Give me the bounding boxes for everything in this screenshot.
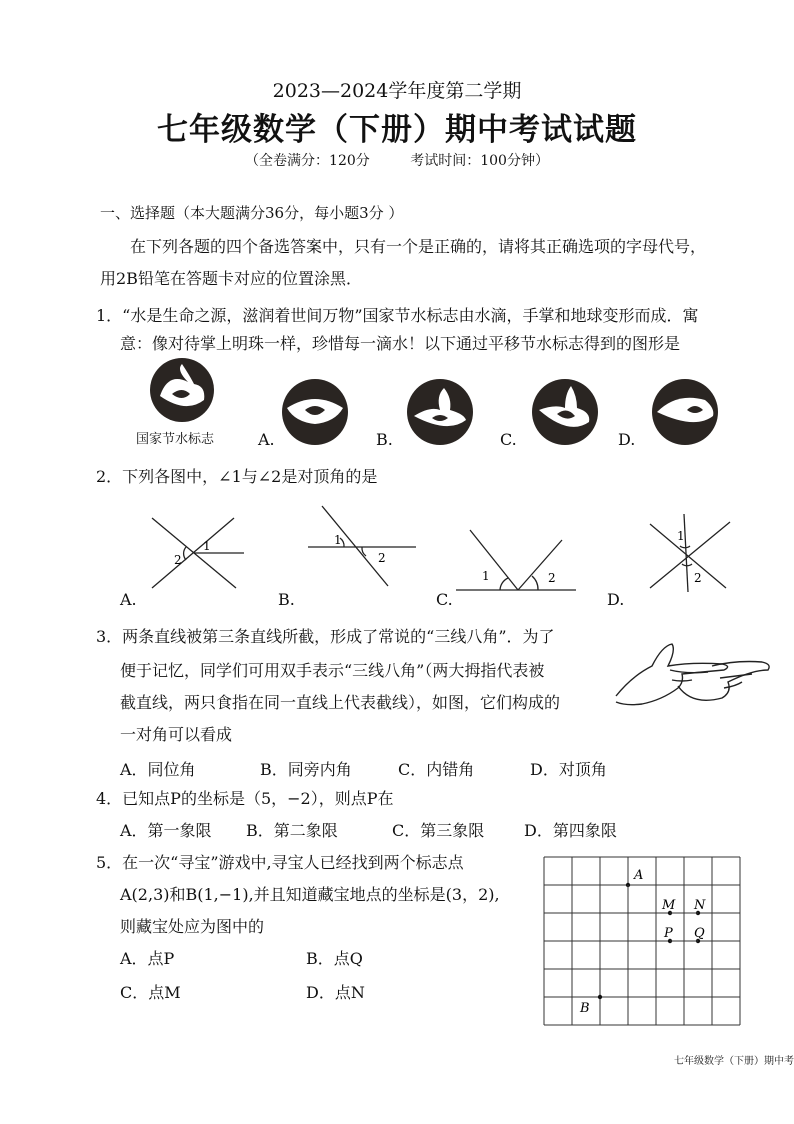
section-heading: 一、选择题（本大题满分36分，每小题3分 ）: [100, 204, 404, 222]
q2-b-angle2: 2: [378, 551, 386, 565]
q3-text-2: 便于记忆，同学们可用双手表示“三线八角”（两大拇指代表被: [120, 661, 545, 680]
q2-option-a: A.: [120, 590, 137, 609]
q5-option-c: C．点M: [120, 983, 181, 1002]
q1-option-d: D.: [618, 430, 636, 449]
q2-figure-c: [456, 530, 576, 590]
q5-option-d: D．点N: [306, 983, 365, 1002]
q1-figures: [130, 360, 730, 450]
q5-text-1: 5．在一次“寻宝”游戏中,寻宝人已经找到两个标志点: [96, 853, 464, 872]
grid-label-n: N: [694, 898, 706, 913]
q3-option-c: C．内错角: [398, 760, 475, 779]
q2-text: 2．下列各图中，∠1与∠2是对顶角的是: [96, 467, 378, 486]
q5-text-2: A(2,3)和B(1,−1),并且知道藏宝地点的坐标是(3，2),: [120, 885, 500, 904]
q1-text-2: 意：像对待掌上明珠一样，珍惜每一滴水！以下通过平移节水标志得到的图形是: [120, 334, 681, 353]
option-a-figure: [282, 379, 348, 445]
grid-label-a: A: [634, 868, 644, 883]
q1-text-1: 1．“水是生命之源，滋润着世间万物”国家节水标志由水滴，手掌和地球变形而成．寓: [96, 306, 699, 325]
q2-c-angle2: 2: [548, 571, 556, 585]
treasure-grid: [534, 857, 746, 1029]
q3-text-3: 截直线，两只食指在同一直线上代表截线），如图，它们构成的: [120, 693, 561, 712]
q2-option-b: B.: [278, 590, 295, 609]
grid-label-p: P: [664, 926, 673, 941]
logo-caption: 国家节水标志: [136, 432, 215, 447]
q3-option-b: B．同旁内角: [260, 760, 352, 779]
q1-option-a: A.: [258, 430, 275, 449]
q3-option-d: D．对顶角: [530, 760, 607, 779]
q4-text: 4．已知点P的坐标是（5，−2），则点P在: [96, 789, 394, 808]
option-c-figure: [532, 379, 598, 445]
hands-illustration: [612, 636, 772, 712]
q4-option-c: C．第三象限: [392, 821, 485, 840]
grid-label-q: Q: [694, 926, 705, 941]
page-footer: 七年级数学（下册）期中考: [674, 1056, 794, 1067]
section-intro-1: 在下列各题的四个备选答案中，只有一个是正确的，请将其正确选项的字母代号，: [130, 237, 707, 256]
q4-option-a: A．第一象限: [120, 821, 212, 840]
option-b-figure: [407, 379, 473, 445]
exam-year: 2023—2024学年度第二学期: [272, 80, 522, 102]
q3-text-1: 3．两条直线被第三条直线所截，形成了常说的“三线八角”．为了: [96, 627, 555, 646]
q2-figures: [0, 500, 794, 600]
q2-figure-a: [152, 518, 244, 588]
exam-info: [0, 150, 794, 170]
q5-option-a: A．点P: [120, 949, 175, 968]
water-saving-logo: [150, 358, 214, 422]
q2-figure-d: [650, 514, 730, 592]
q2-option-d: D.: [607, 590, 625, 609]
q2-a-angle2: 2: [174, 553, 182, 567]
q3-option-a: A．同位角: [120, 760, 196, 779]
q2-c-angle1: 1: [482, 569, 490, 583]
q2-option-c: C.: [436, 590, 453, 609]
option-d-figure: [652, 379, 718, 445]
grid-label-b: B: [580, 1001, 590, 1016]
full-score: （全卷满分：120分: [245, 153, 370, 169]
grid-label-m: M: [662, 898, 676, 913]
q5-text-3: 则藏宝处应为图中的: [120, 917, 265, 936]
q2-d-angle1: 1: [677, 529, 685, 543]
q1-option-c: C.: [500, 430, 517, 449]
exam-title: 七年级数学（下册）期中考试试题: [157, 112, 637, 148]
q2-b-angle1: 1: [334, 533, 342, 547]
section-intro-2: 用2B铅笔在答题卡对应的位置涂黑．: [100, 269, 362, 288]
q4-option-b: B．第二象限: [246, 821, 338, 840]
q2-a-angle1: 1: [203, 539, 211, 553]
q1-option-b: B.: [376, 430, 393, 449]
q3-text-4: 一对角可以看成: [120, 725, 233, 744]
q2-figure-b: [308, 506, 416, 586]
exam-time: 考试时间：100分钟）: [410, 153, 549, 169]
q5-option-b: B．点Q: [306, 949, 363, 968]
q2-d-angle2: 2: [694, 571, 702, 585]
q4-option-d: D．第四象限: [524, 821, 617, 840]
